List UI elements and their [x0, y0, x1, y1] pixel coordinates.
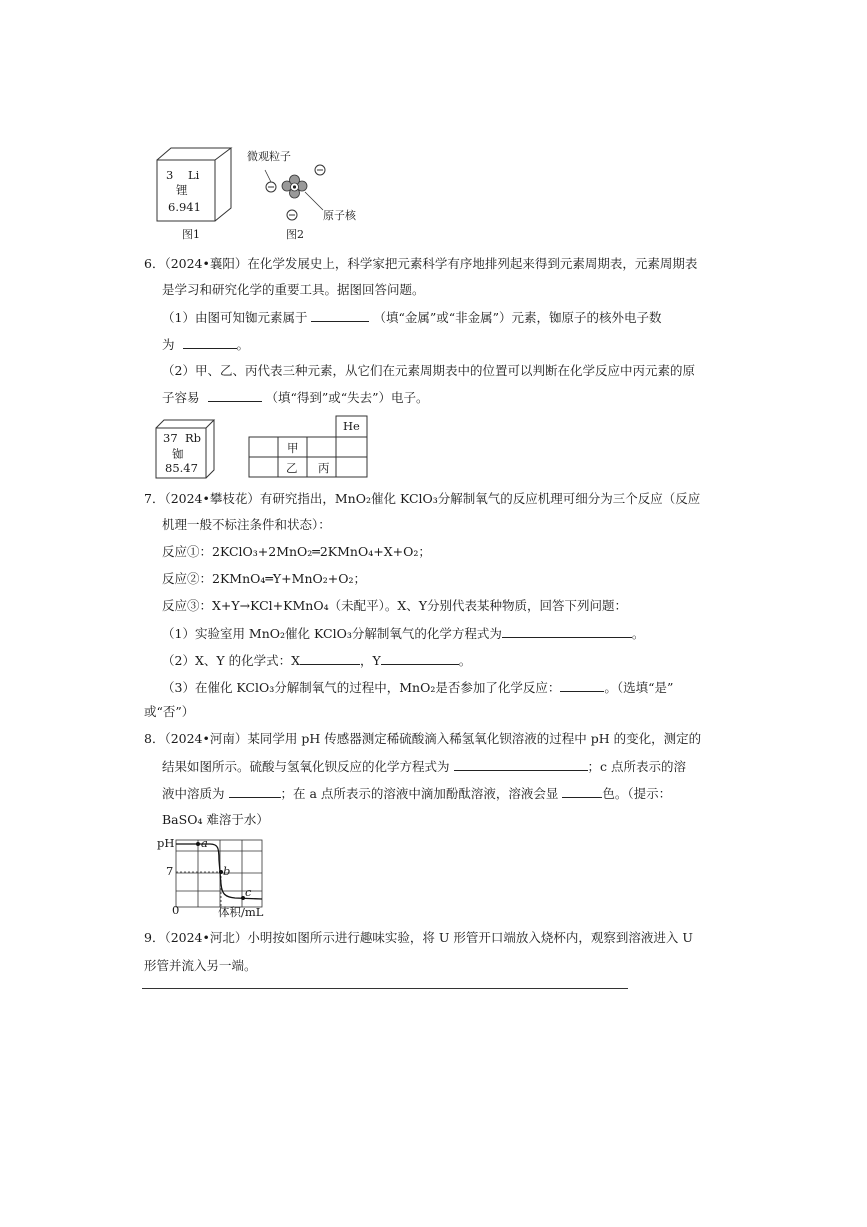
- cell-he: He: [343, 419, 360, 433]
- atom-diagram: [255, 160, 375, 230]
- q9-line2: 形管并流入另一端。: [144, 958, 257, 973]
- q6-sub1-cont: 为 。: [162, 337, 250, 352]
- point-a: [196, 842, 200, 846]
- li-number: 3: [166, 168, 174, 182]
- q7-reaction2: 反应②：2KMnO₄═Y+MnO₂+O₂；: [162, 571, 366, 586]
- axis-label-volume: 体积/mL: [218, 905, 264, 919]
- q6-line1: 6．（2024•襄阳）在化学发展史上，科学家把元素科学有序地排列起来得到元素周期表，元素周期表: [144, 256, 698, 271]
- answer-blank[interactable]: [381, 652, 459, 665]
- answer-blank[interactable]: [502, 625, 632, 638]
- q8-line2: 结果如图所示。硫酸与氢氧化钡反应的化学方程式为 ；c 点所表示的溶: [162, 759, 686, 774]
- q8-line3: 液中溶质为 ；在 a 点所表示的溶液中滴加酚酞溶液，溶液会显 色。（提示：: [162, 786, 672, 801]
- li-name: 锂: [176, 183, 188, 197]
- label-particle: 微观粒子: [247, 150, 291, 163]
- answer-blank[interactable]: [229, 785, 281, 798]
- rb-mass: 85.47: [165, 461, 198, 475]
- label-point-c: c: [245, 885, 252, 899]
- label-point-a: a: [201, 836, 208, 850]
- q6-sub2: （2）甲、乙、丙代表三种元素，从它们在元素周期表中的位置可以判断在化学反应中丙元素的原: [162, 363, 695, 378]
- answer-blank[interactable]: [183, 336, 237, 349]
- q7-line2: 机理一般不标注条件和状态）：: [162, 517, 331, 532]
- answer-blank[interactable]: [208, 389, 262, 402]
- q8-line4: BaSO₄ 难溶于水）: [162, 812, 269, 827]
- q7-sub2: （2）X、Y 的化学式：X ，Y 。: [162, 653, 472, 668]
- q6-sub2-cont: 子容易 （填“得到”或“失去”）电子。: [162, 390, 429, 405]
- answer-blank[interactable]: [454, 758, 588, 771]
- q6-sub1: （1）由图可知铷元素属于 （填“金属”或“非金属”）元素，铷原子的核外电子数: [162, 310, 662, 325]
- origin-0: 0: [172, 903, 180, 917]
- caption-fig1: 图1: [182, 228, 200, 241]
- q6-line2: 是学习和研究化学的重要工具。据图回答问题。: [162, 282, 425, 297]
- q7-reaction3: 反应③：X+Y→KCl+KMnO₄（未配平）。X、Y分别代表某种物质，回答下列问题：: [162, 598, 627, 613]
- q7-line1: 7．（2024•攀枝花）有研究指出，MnO₂催化 KClO₃分解制氧气的反应机理可细分为三个反应（反应: [144, 491, 701, 506]
- cell-jia: 甲: [287, 441, 299, 455]
- cell-bing: 丙: [318, 461, 330, 475]
- q7-reaction1: 反应①：2KClO₃+2MnO₂═2KMnO₄+X+O₂；: [162, 544, 431, 559]
- label-nucleus: 原子核: [323, 209, 356, 222]
- caption-fig2: 图2: [286, 228, 304, 241]
- cell-yi: 乙: [286, 461, 298, 475]
- q7-sub1: （1）实验室用 MnO₂催化 KClO₃分解制氧气的化学方程式为 。: [162, 626, 645, 641]
- answer-blank[interactable]: [560, 679, 604, 692]
- rb-symbol: Rb: [185, 431, 202, 445]
- li-symbol: Li: [188, 168, 200, 182]
- tick-7: 7: [166, 864, 174, 878]
- answer-blank[interactable]: [311, 309, 369, 322]
- answer-blank[interactable]: [562, 785, 602, 798]
- li-mass: 6.941: [168, 200, 201, 214]
- axis-label-ph: pH: [157, 836, 175, 850]
- rb-number: 37: [163, 431, 178, 445]
- q7-sub3-cont: 或“否”）: [144, 704, 195, 719]
- label-point-b: b: [223, 864, 231, 878]
- answer-blank[interactable]: [300, 652, 360, 665]
- q8-line1: 8．（2024•河南）某同学用 pH 传感器测定稀硫酸滴入稀氢氧化钡溶液的过程中 pH 的变化，测定的: [144, 731, 702, 746]
- page-bottom-rule: [142, 988, 628, 989]
- rb-name: 铷: [172, 447, 184, 461]
- q9-line1: 9．（2024•河北）小明按如图所示进行趣味实验，将 U 形管开口端放入烧杯内，观察到溶液进入 U: [144, 930, 693, 945]
- q7-sub3: （3）在催化 KClO₃分解制氧气的过程中，MnO₂是否参加了化学反应： 。（选填“是”: [162, 680, 674, 695]
- nucleus-icon: [282, 175, 307, 198]
